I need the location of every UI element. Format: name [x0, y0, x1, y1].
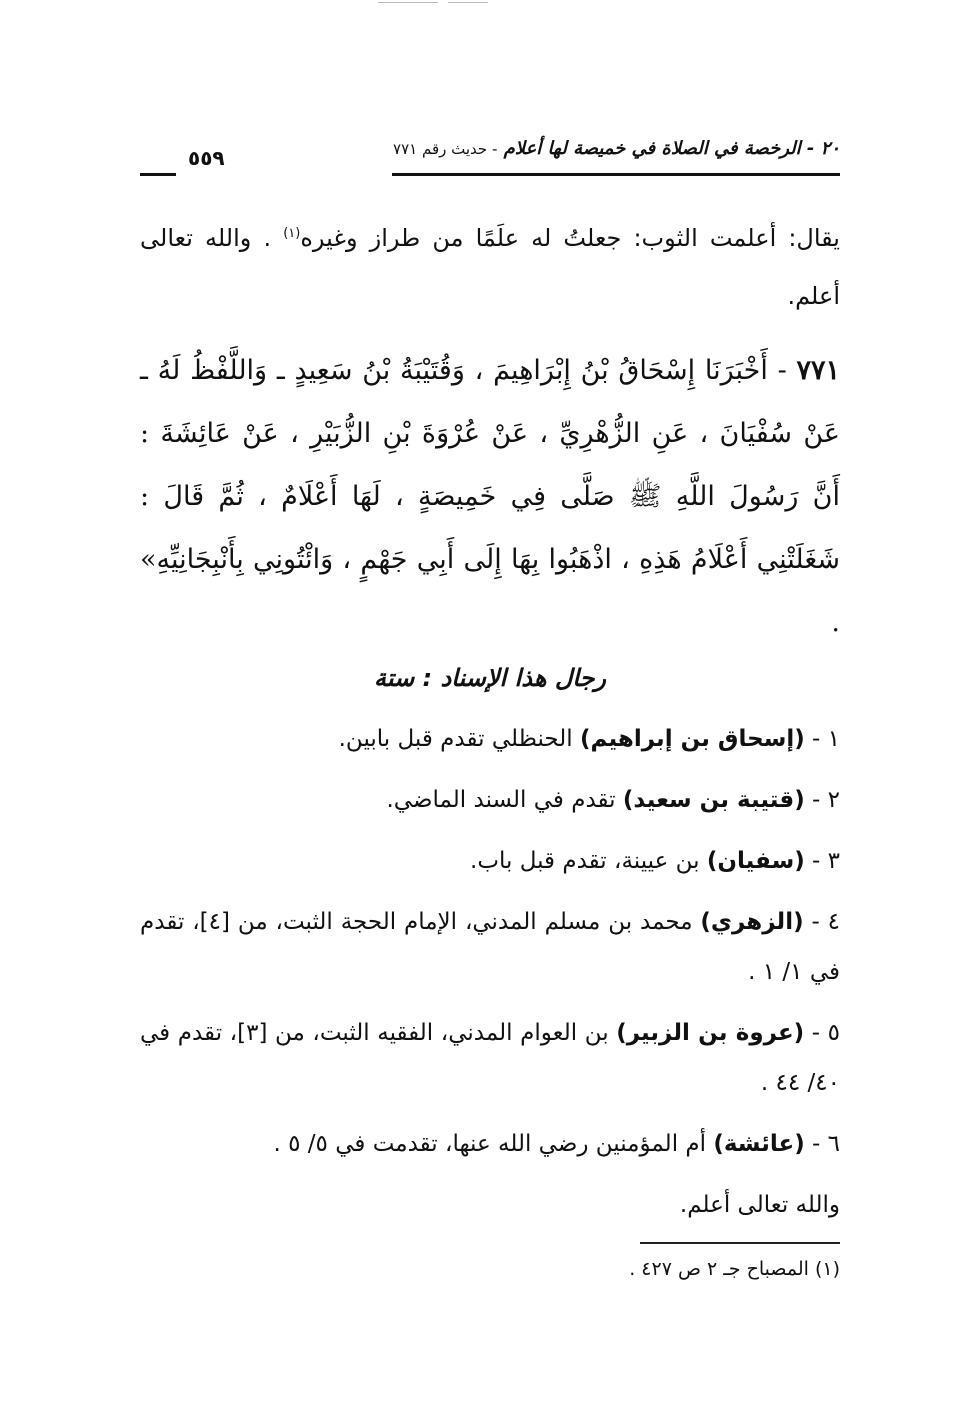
closing-line: والله تعالى أعلم.: [679, 1192, 840, 1218]
narrator-note: محمد بن مسلم المدني، الإمام الحجة الثبت، من [٤]، تقدم في ١/ ١ .: [140, 909, 840, 985]
narrator-name: (إسحاق بن إبراهيم): [579, 726, 805, 752]
running-header: [140, 138, 840, 186]
narrator-note: بن العوام المدني، الفقيه الثبت، من [٣]، تقدم في ٤٠/ ٤٤ .: [140, 1020, 840, 1096]
chapter-title: [393, 138, 840, 159]
hadith-body: - أَخْبَرَنَا إِسْحَاقُ بْنُ إِبْرَاهِيمَ ، وَقُتَيْبَةُ بْنُ سَعِيدٍ ـ وَاللَّفْظُ لَهُ ـ عَنْ سُفْيَانَ ، عَنِ الزُّهْرِيِّ ، عَنْ عُرْوَةَ بْنِ الزُّبَيْرِ ، عَنْ عَائِشَةَ : أَنَّ رَسُولَ اللَّهِ ﷺ صَلَّى فِي خَمِيصَةٍ ، لَهَا أَعْلَامٌ ، ثُمَّ قَالَ : شَغَلَتْنِي أَعْلَامُ هَذِهِ ، اذْهَبُوا بِهَا إِلَى أَبِي جَهْمٍ ، وَائْتُونِي بِأَنْبِجَانِيِّهِ» .: [140, 355, 840, 638]
narrator-number: ١ -: [804, 726, 840, 752]
narrator-name: (عروة بن الزبير): [616, 1020, 805, 1046]
narrator-note: أم المؤمنين رضي الله عنها، تقدمت في ٥/ ٥ .: [273, 1131, 714, 1157]
page-number: ٥٥٩: [188, 146, 225, 170]
header-rule: [392, 173, 840, 176]
narrator-item: [140, 897, 840, 997]
narrator-number: ٥ -: [804, 1020, 840, 1046]
narrator-number: ٢ -: [804, 787, 840, 813]
narrator-name: (الزهري): [700, 909, 804, 935]
footnote-separator: [640, 1242, 840, 1244]
header-rule: [140, 173, 176, 176]
hadith-reference: - حديث رقم ٧٧١: [393, 140, 498, 158]
intro-text-end: . والله تعالى أعلم.: [140, 224, 840, 310]
footnote: [140, 1254, 840, 1284]
chapter-title-text: ٢٠ - الرخصة في الصلاة في خميصة لها أعلام: [503, 138, 840, 159]
narrator-note: بن عيينة، تقدم قبل باب.: [470, 848, 707, 874]
narrator-name: (عائشة): [713, 1131, 805, 1157]
top-mark: [378, 2, 438, 3]
footnote-marker: (١): [814, 1258, 840, 1280]
narrator-item: [140, 775, 840, 825]
narrator-item: [140, 836, 840, 886]
hadith-number: ٧٧١: [796, 355, 840, 386]
narrator-number: ٦ -: [804, 1131, 840, 1157]
narrator-note: الحنظلي تقدم قبل بابين.: [338, 726, 580, 752]
section-title: رجال هذا الإسناد : ستة: [373, 664, 607, 692]
narrator-note: تقدم في السند الماضي.: [386, 787, 623, 813]
narrator-name: (قتيبة بن سعيد): [622, 787, 805, 813]
narrator-item: [140, 1119, 840, 1169]
intro-paragraph: [140, 205, 840, 325]
narrator-item: [140, 1008, 840, 1108]
footnote-ref: (١): [283, 226, 301, 241]
narrator-name: (سفيان): [706, 848, 805, 874]
page-body: [140, 205, 840, 1230]
intro-text: يقال: أعلمت الثوب: جعلتُ له علَمًا من طراز وغيره: [300, 224, 840, 252]
narrator-number: ٣ -: [804, 848, 840, 874]
hadith-text: [140, 339, 840, 654]
top-mark: [448, 2, 488, 3]
narrator-number: ٤ -: [803, 909, 840, 935]
footnote-text: المصباح جـ ٢ ص ٤٢٧ .: [629, 1258, 815, 1280]
narrator-item: [140, 714, 840, 764]
